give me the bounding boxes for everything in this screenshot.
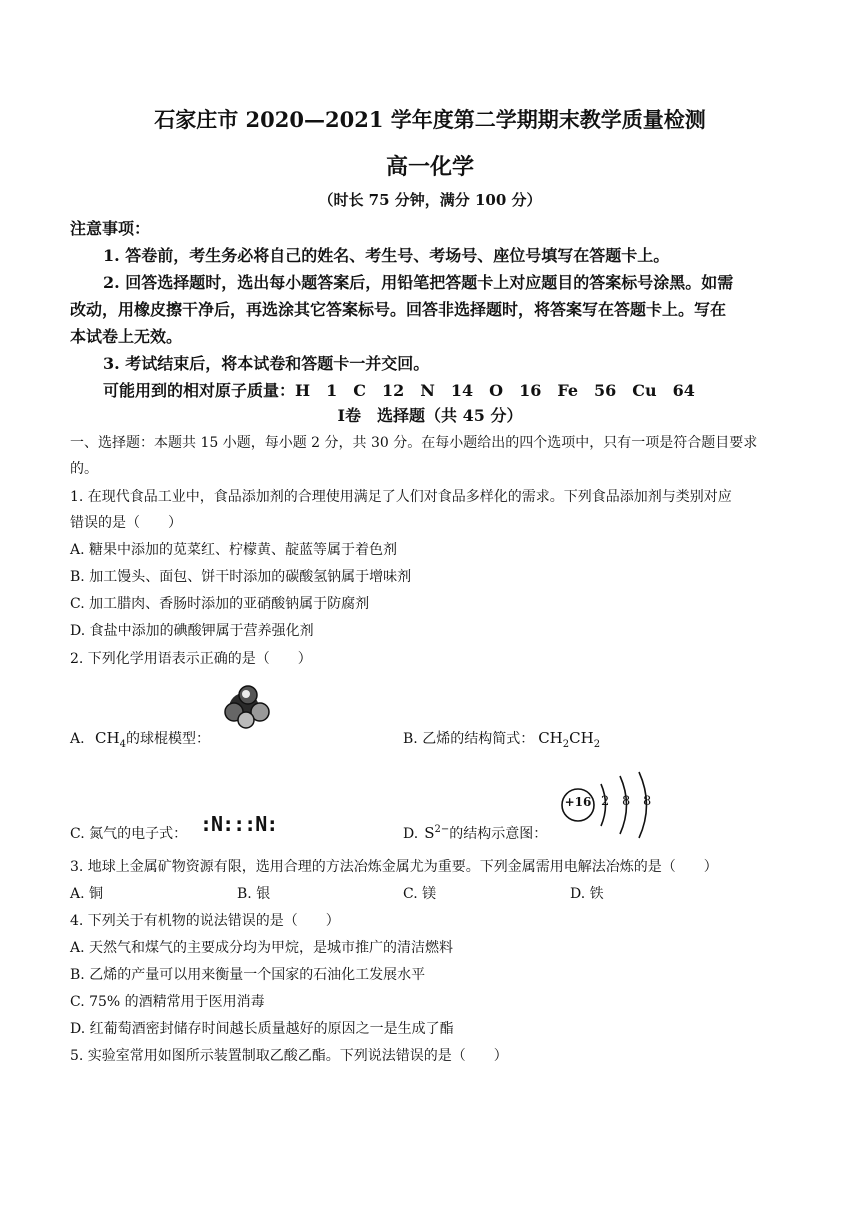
notice-item-2-line-3: 本试卷上无效。 — [70, 327, 183, 346]
q4-option-c: C. 75% 的酒精常用于医用消毒 — [70, 994, 265, 1010]
q1-stem-line-2: 错误的是（ ） — [70, 515, 182, 531]
exam-meta: （时长 75 分钟，满分 100 分） — [318, 191, 542, 209]
q4-option-a: A. 天然气和煤气的主要成分均为甲烷，是城市推广的清洁燃料 — [70, 940, 454, 956]
notice-heading: 注意事项： — [70, 219, 151, 238]
q2-stem: 2. 下列化学用语表示正确的是（ ） — [70, 651, 312, 667]
ch2-subscript-1: 2 — [562, 739, 570, 750]
s-charge: 2− — [434, 824, 450, 835]
notice-item-2-line-2: 改动，用橡皮擦干净后，再选涂其它答案标号。回答非选择题时，将答案写在答题卡上。写在 — [70, 300, 727, 319]
notice-item-1: 1. 答卷前，考生务必将自己的姓名、考生号、考场号、座位号填写在答题卡上。 — [103, 246, 670, 265]
atomic-mass-line: 可能用到的相对原子质量：H 1 C 12 N 14 O 16 Fe 56 Cu 64 — [103, 381, 695, 400]
q2-option-a-label: A. — [70, 731, 85, 747]
q2-option-a-formula — [95, 729, 126, 750]
q1-option-b: B. 加工馒头、面包、饼干时添加的碳酸氢钠属于增味剂 — [70, 569, 412, 585]
q2-option-b — [403, 728, 600, 750]
shell-3-electrons: 8 — [643, 794, 652, 809]
q1-stem-line-1: 1. 在现代食品工业中，食品添加剂的合理使用满足了人们对食品多样化的需求。下列食品添加剂与类别对应 — [70, 489, 732, 505]
ch4-ball-model-image — [218, 682, 278, 732]
q2-option-a-text: 的球棍模型： — [125, 731, 210, 747]
q4-stem: 4. 下列关于有机物的说法错误的是（ ） — [70, 913, 340, 929]
ch2-subscript-2: 2 — [593, 739, 601, 750]
q2-option-c — [70, 823, 187, 843]
notice-item-2-line-1: 2. 回答选择题时，选出每小题答案后，用铅笔把答题卡上对应题目的答案标号涂黑。如需 — [103, 273, 734, 292]
q2-option-d — [403, 823, 547, 843]
section-1-heading: Ⅰ卷 选择题（共 45 分） — [337, 406, 523, 425]
n2-electron-formula: :N:::N: — [200, 812, 278, 836]
q3-option-a: A. 铜 — [70, 886, 104, 902]
q1-option-a: A. 糖果中添加的苋菜红、柠檬黄、靛蓝等属于着色剂 — [70, 542, 398, 558]
notice-item-3: 3. 考试结束后，将本试卷和答题卡一并交回。 — [103, 354, 430, 373]
q4-option-d: D. 红葡萄酒密封储存时间越长质量越好的原因之一是生成了酯 — [70, 1021, 454, 1037]
q3-option-d: D. 铁 — [570, 886, 604, 902]
q3-option-c: C. 镁 — [403, 886, 437, 902]
exam-title: 石家庄市 2020—2021 学年度第二学期期末教学质量检测 — [154, 107, 706, 132]
section-1-intro-line-1: 一、选择题：本题共 15 小题，每小题 2 分，共 30 分。在每小题给出的四个选项中，只有一项是符合题目要求 — [70, 435, 758, 451]
shell-2-electrons: 8 — [622, 794, 631, 809]
ch2-formula-2: CH — [569, 729, 594, 747]
q3-option-b: B. 银 — [237, 886, 271, 902]
exam-subject: 高一化学 — [385, 154, 474, 180]
q3-stem: 3. 地球上金属矿物资源有限，选用合理的方法冶炼金属尤为重要。下列金属需用电解法冶炼的是（ ） — [70, 859, 718, 875]
ch4-formula: CH — [95, 729, 120, 747]
q5-stem: 5. 实验室常用如图所示装置制取乙酸乙酯。下列说法错误的是（ ） — [70, 1048, 508, 1064]
q2-option-d-label: D. — [403, 826, 419, 842]
q1-option-d: D. 食盐中添加的碘酸钾属于营养强化剂 — [70, 623, 314, 639]
sulfide-formula — [424, 824, 449, 842]
q2-option-c-text: C. 氮气的电子式： — [70, 826, 188, 842]
q2-option-b-label: B. 乙烯的结构简式： — [403, 731, 535, 747]
ch2-formula-1: CH — [538, 729, 563, 747]
s-symbol: S — [424, 824, 435, 842]
sulfide-nucleus-label: +16 — [564, 795, 592, 809]
q4-option-b: B. 乙烯的产量可以用来衡量一个国家的石油化工发展水平 — [70, 967, 426, 983]
q2-option-b-formula — [538, 729, 601, 750]
ch4-subscript: 4 — [119, 739, 126, 750]
q1-option-c: C. 加工腊肉、香肠时添加的亚硝酸钠属于防腐剂 — [70, 596, 370, 612]
q2-option-d-text: 的结构示意图： — [449, 826, 548, 842]
section-1-intro-line-2: 的。 — [70, 461, 98, 477]
shell-1-electrons: 2 — [601, 794, 610, 809]
q2-option-a — [70, 728, 210, 750]
